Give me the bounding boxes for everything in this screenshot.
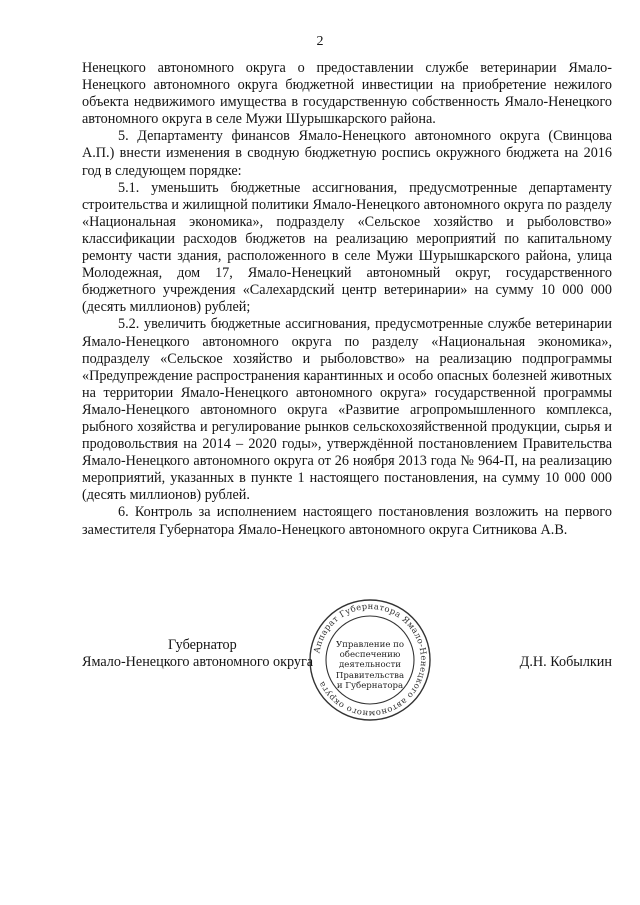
stamp-line: обеспечению (339, 650, 401, 661)
paragraph-item-5-2: 5.2. увеличить бюджетные ассигнования, предусмотренные службе ветеринарии Ямало-Ненецкого автономного округа по разделу «Национальная экономика», подразделу «Сельское хозяйство и рыболовство» на реализацию подпрограммы «Предупреждение распространения карантинных и особо опасных болезней животных на территории Ямало-Ненецкого автономного округа» государственной программы Ямало-Ненецкого автономного округа «Развитие агропромышленного комплекса, рыбного хозяйства и регулирование рынков сельскохозяйственной продукции, сырья и продовольствия на 2014 – 2020 годы», утверждённой постановлением Правительства Ямало-Ненецкого автономного округа от 26 ноября 2013 года № 964-П, на реализацию мероприятий, указанных в пункте 1 настоящего постановления, на сумму 10 000 000 (десять миллионов) рублей. (82, 316, 612, 504)
stamp-line: Управление по (335, 640, 405, 650)
stamp-ring-text: Аппарат Губернатора Ямало-Ненецкого автономного округа (311, 600, 430, 720)
stamp-line: и Губернатора (336, 680, 404, 691)
signatory-region: Ямало-Ненецкого автономного округа (82, 654, 314, 670)
paragraph-item-6: 6. Контроль за исполнением настоящего постановления возложить на первого заместителя Губернатора Ямало-Ненецкого автономного округа Ситникова А.В. (82, 504, 612, 538)
page-number: 2 (316, 34, 324, 49)
signatory-name: Д.Н. Кобылкин (519, 654, 612, 670)
document-body (82, 60, 612, 539)
signatory-title: Губернатор (168, 637, 237, 653)
paragraph-item-5: 5. Департаменту финансов Ямало-Ненецкого автономного округа (Свинцова А.П.) внести изменения в сводную бюджетную роспись окружного бюджета на 2016 год в следующем порядке: (82, 128, 612, 179)
paragraph-continuation: Ненецкого автономного округа о предоставлении службе ветеринарии Ямало-Ненецкого автономного округа бюджетной инвестиции на приобретение нежилого объекта недвижимого имущества в государственную собственность Ямало-Ненецкого автономного округа в селе Мужи Шурышкарского района. (82, 60, 612, 128)
signature-block (82, 637, 612, 697)
stamp-line: Правительства (335, 670, 405, 681)
stamp-line: деятельности (339, 660, 401, 671)
paragraph-item-5-1: 5.1. уменьшить бюджетные ассигнования, предусмотренные департаменту строительства и жилищной политики Ямало-Ненецкого автономного округа по разделу «Национальная экономика», подразделу «Сельское хозяйство и рыболовство» классификации расходов бюджетов на реализацию мероприятий по капитальному ремонту части здания, расположенного в селе Мужи Шурышкарского района, улица Молодежная, дом 17, Ямало-Ненецкий автономный округ, государственного бюджетного учреждения «Салехардский центр ветеринарии» на сумму 10 000 000 (десять миллионов) рублей; (82, 179, 612, 316)
